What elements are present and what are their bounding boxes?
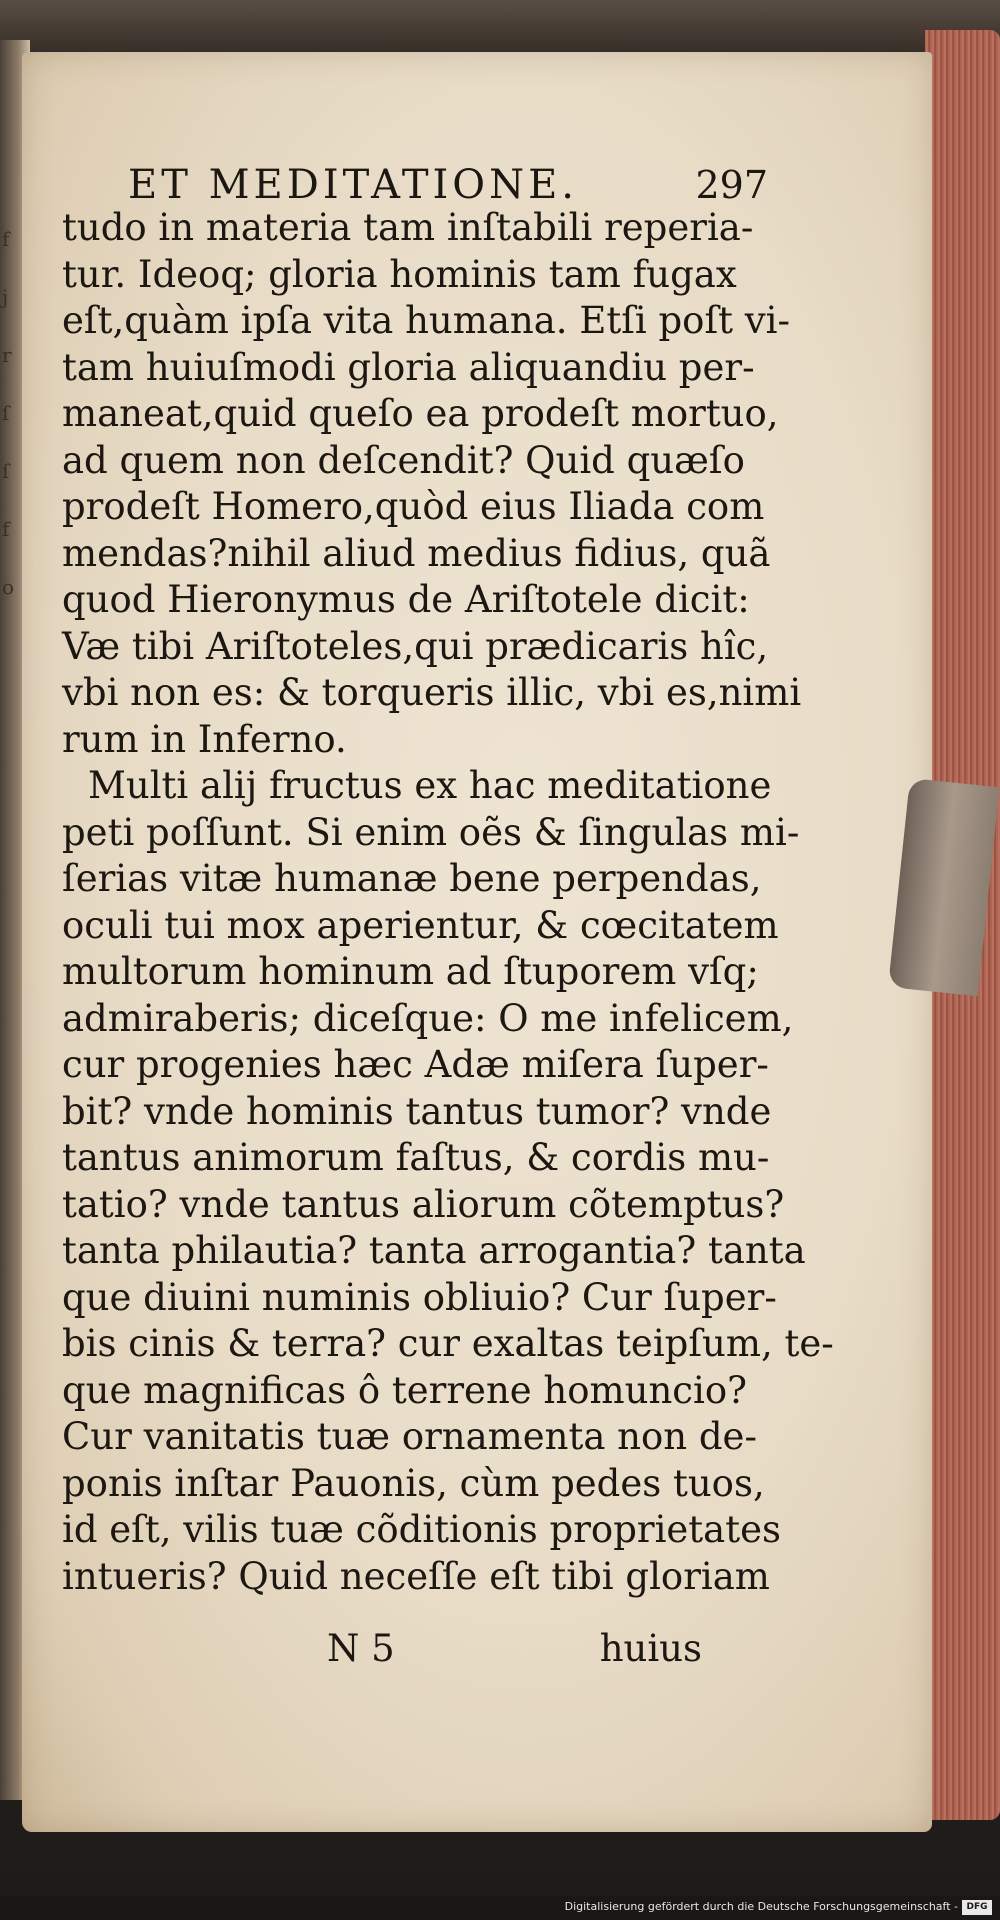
text-line: vbi non es: & torqueris illic, vbi es,nimi xyxy=(62,671,802,714)
text-line: que magnificas ô terrene homuncio? xyxy=(62,1368,747,1412)
text-line: quod Hieronymus de Ariſtotele dicit: xyxy=(62,578,750,621)
text-line: eſt,quàm ipſa vita humana. Etſi poſt vi- xyxy=(62,299,791,342)
dfg-logo: DFG xyxy=(962,1900,992,1915)
text-line: tanta philautia? tanta arrogantia? tanta xyxy=(62,1229,806,1272)
catchword: huius xyxy=(599,1627,702,1670)
margin-mark: f xyxy=(2,517,10,541)
text-line: bis cinis & terra? cur exaltas teipſum, te- xyxy=(62,1322,834,1365)
signature-mark: N 5 xyxy=(327,1627,395,1670)
margin-mark: r xyxy=(2,343,12,367)
text-line: intueris? Quid neceſſe eſt tibi gloriam xyxy=(62,1554,770,1598)
text-line: id eſt, vilis tuæ cõditionis proprietates xyxy=(62,1508,781,1551)
text-line: peti poſſunt. Si enim oẽs & ſingulas mi- xyxy=(62,810,800,854)
margin-marks xyxy=(2,210,26,616)
text-line: oculi tui mox aperientur, & cœcitatem xyxy=(62,903,779,947)
text-line: ponis inſtar Pauonis, cùm pedes tuos, xyxy=(62,1461,765,1505)
text-line: ſerias vitæ humanæ bene perpendas, xyxy=(62,857,762,900)
text-line: tam huiuſmodi gloria aliquandiu per- xyxy=(62,345,755,389)
text-line: mendas?nihil aliud medius fidius, quã xyxy=(62,531,771,575)
text-line: tudo in materia tam inſtabili reperia- xyxy=(62,206,754,249)
text-line: prodeſt Homero,quòd eius Iliada com xyxy=(62,485,765,528)
page-number: 297 xyxy=(695,163,768,207)
text-line: que diuini numinis obliuio? Cur ſuper- xyxy=(62,1275,777,1319)
margin-mark: f xyxy=(2,227,10,251)
text-line: Multi alij fructus ex hac meditatione xyxy=(88,764,772,807)
text-line: admiraberis; diceſque: O me infelicem, xyxy=(62,996,794,1040)
text-line: tatio? vnde tantus aliorum cõtemptus? xyxy=(62,1182,785,1226)
credit-bar xyxy=(0,1896,1000,1920)
text-line: bit? vnde hominis tantus tumor? vnde xyxy=(62,1089,772,1133)
text-line: ad quem non deſcendit? Quid quæſo xyxy=(62,438,745,482)
text-line: Cur vanitatis tuæ ornamenta non de- xyxy=(62,1415,757,1458)
text-line: maneat,quid queſo ea prodeſt mortuo, xyxy=(62,392,779,435)
margin-mark: ſ xyxy=(2,459,10,483)
margin-mark: ſ xyxy=(2,401,10,425)
margin-mark: j xyxy=(2,285,9,309)
text-line: multorum hominum ad ſtuporem vſq; xyxy=(62,950,759,993)
margin-mark: o xyxy=(2,575,15,599)
credit-text: Digitalisierung gefördert durch die Deutsche Forschungsgemeinschaft - xyxy=(564,1900,958,1913)
text-line: tantus animorum faſtus, & cordis mu- xyxy=(62,1136,770,1179)
text-line: Væ tibi Ariſtoteles,qui prædicaris hîc, xyxy=(62,624,769,668)
page-header xyxy=(128,160,768,210)
body-text xyxy=(62,205,834,1600)
text-line: tur. Ideoq; gloria hominis tam fugax xyxy=(62,252,737,296)
text-line: rum in Inferno. xyxy=(62,717,347,761)
text-line: cur progenies hæc Adæ miſera ſuper- xyxy=(62,1043,769,1086)
running-head: ET MEDITATIONE. xyxy=(128,162,578,208)
page-footer xyxy=(62,1624,702,1674)
